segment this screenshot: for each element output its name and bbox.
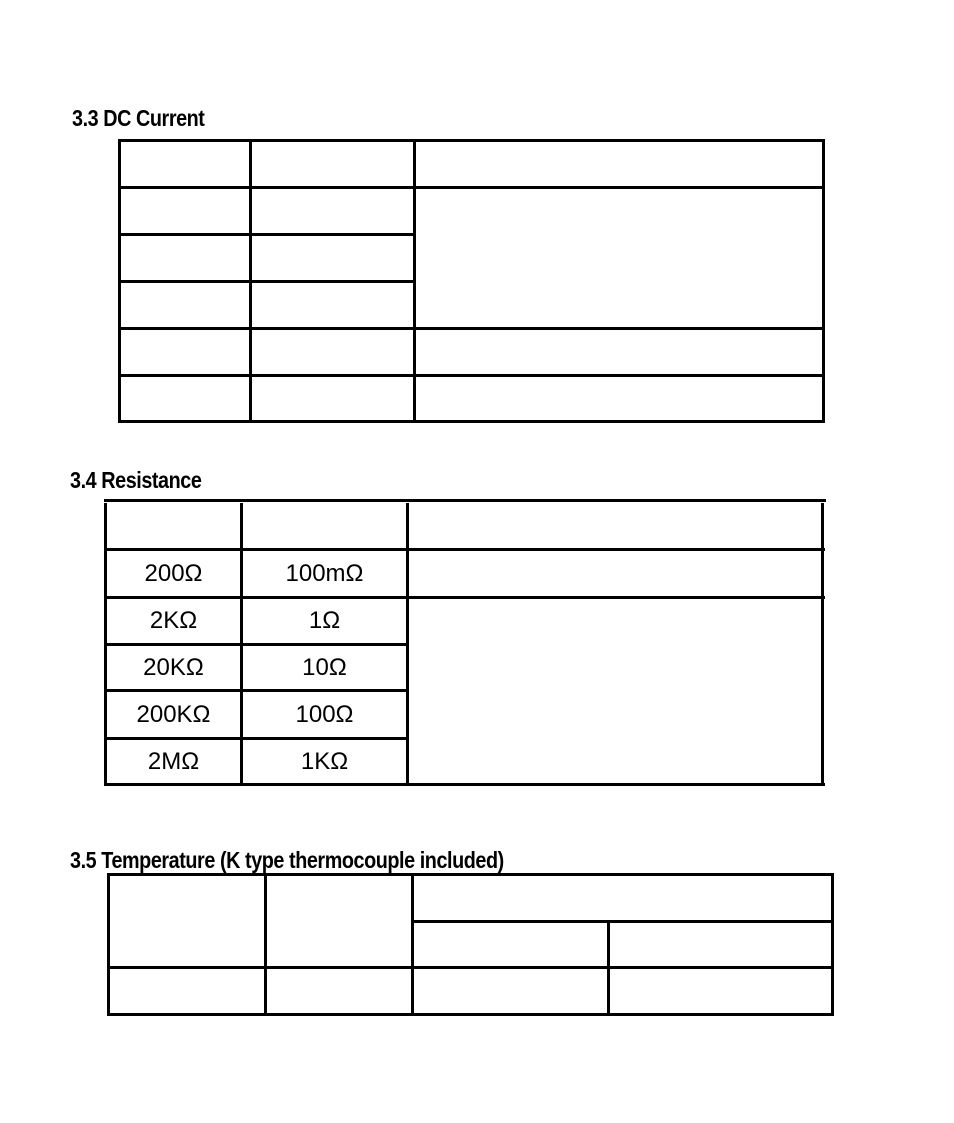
table-rule xyxy=(831,873,834,1016)
table-row xyxy=(107,599,240,643)
table-rule xyxy=(118,420,825,423)
table-rule xyxy=(118,280,416,283)
table-rule xyxy=(411,920,834,923)
table-rule xyxy=(107,873,110,1016)
table-rule xyxy=(118,186,825,189)
table-rule xyxy=(118,327,825,330)
resolution-value: 1Ω xyxy=(308,607,341,634)
table-row xyxy=(243,551,406,596)
table-rule xyxy=(107,873,834,876)
table-rule xyxy=(104,783,825,786)
table-row xyxy=(107,646,240,689)
table-row xyxy=(243,599,406,643)
range-value: 200KΩ xyxy=(136,700,211,728)
table-rule xyxy=(821,503,824,786)
table-rule xyxy=(104,499,826,502)
section-heading-dc-current: 3.3 DC Current xyxy=(72,105,205,131)
table-row xyxy=(107,692,240,737)
range-value: 20KΩ xyxy=(143,653,204,681)
table-rule xyxy=(822,139,825,423)
range-value: 2MΩ xyxy=(147,747,200,775)
table-rule xyxy=(411,873,414,1016)
resolution-value: 1KΩ xyxy=(300,747,349,775)
table-rule xyxy=(264,873,267,1016)
table-rule xyxy=(413,139,416,423)
table-rule xyxy=(118,233,416,236)
table-row xyxy=(243,692,406,737)
table-row xyxy=(243,740,406,783)
table-rule xyxy=(118,374,825,377)
table-rule xyxy=(107,966,834,969)
section-heading-temperature: 3.5 Temperature (K type thermocouple included) xyxy=(70,847,504,873)
resolution-value: 100Ω xyxy=(295,700,354,728)
table-rule xyxy=(118,139,825,142)
range-value: 2KΩ xyxy=(149,607,198,634)
resolution-value: 100mΩ xyxy=(285,559,364,587)
table-rule xyxy=(607,920,610,1016)
table-row xyxy=(107,740,240,783)
range-value: 200Ω xyxy=(144,559,203,587)
table-rule xyxy=(249,139,252,423)
table-rule xyxy=(107,1013,834,1016)
table-rule xyxy=(118,139,121,423)
table-row xyxy=(107,551,240,596)
table-rule xyxy=(406,503,409,786)
resolution-value: 10Ω xyxy=(302,653,347,681)
section-heading-resistance: 3.4 Resistance xyxy=(70,467,202,493)
table-row xyxy=(243,646,406,689)
